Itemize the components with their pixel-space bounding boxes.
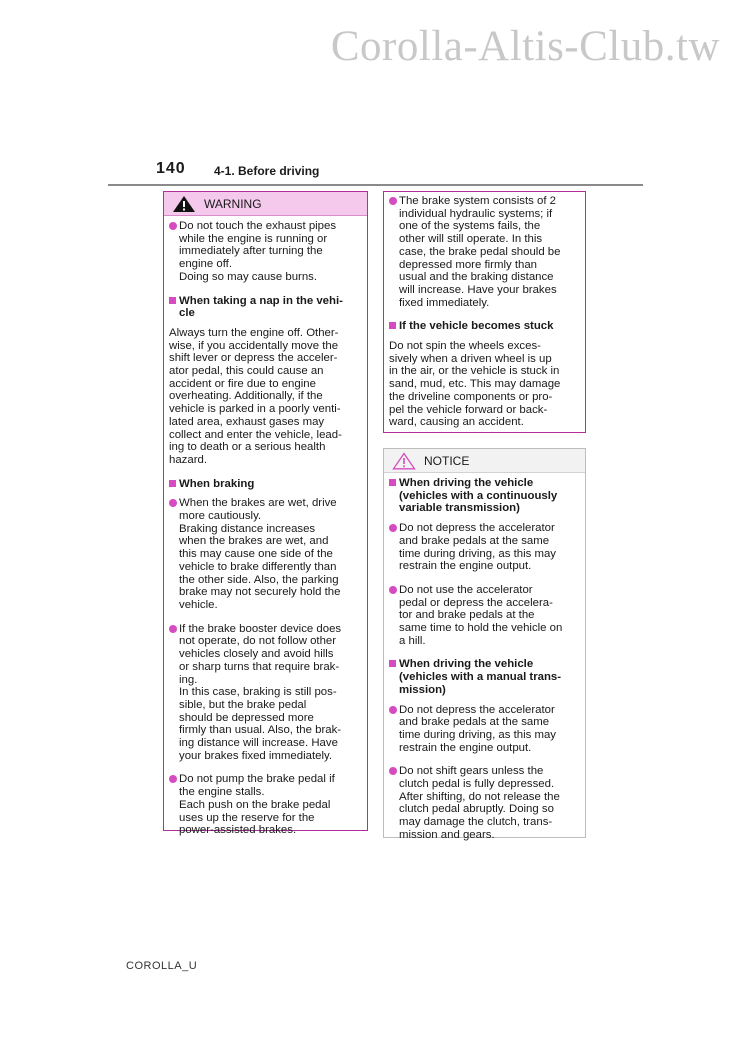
text-line: In this case, braking is still pos- — [179, 686, 337, 699]
text-line: vehicle. — [179, 598, 218, 611]
text-line: brake may not securely hold the — [179, 586, 341, 599]
text-line: lated area, exhaust gases may — [169, 415, 325, 428]
stuck-heading — [389, 320, 579, 333]
text-line: your brakes fixed immediately. — [179, 749, 332, 762]
text-line: Do not spin the wheels exces- — [389, 340, 541, 353]
text-line: more cautiously. — [179, 510, 262, 523]
list-item — [169, 497, 361, 611]
text-line: same time to hold the vehicle on — [399, 622, 563, 635]
section-title: 4-1. Before driving — [214, 164, 320, 178]
text-line: vehicles closely and avoid hills — [179, 648, 334, 661]
warning-continued-box — [383, 191, 586, 433]
text-line: When driving the vehicle — [399, 658, 534, 671]
text-line: Do not shift gears unless the — [399, 765, 544, 778]
list-item — [389, 195, 579, 309]
text-line: not operate, do not follow other — [179, 635, 337, 648]
stuck-text — [389, 340, 579, 429]
text-line: accident or fire due to engine — [169, 377, 316, 390]
text-line: and brake pedals at the same — [399, 716, 550, 729]
notice-label: NOTICE — [424, 453, 470, 468]
text-line: When taking a nap in the vehi- — [179, 294, 343, 307]
watermark: Corolla-Altis-Club.tw — [330, 23, 720, 70]
text-line: sively when a driven wheel is up — [389, 352, 552, 365]
text-line: collect and enter the vehicle, lead- — [169, 428, 342, 441]
text-line: firmly than usual. Also, the brak- — [179, 724, 342, 737]
text-line: sible, but the brake pedal — [179, 698, 307, 711]
text-line: After shifting, do not release the — [399, 790, 560, 803]
list-item — [169, 773, 361, 837]
text-line: pedal or depress the accelera- — [399, 596, 553, 609]
text-line: Do not use the accelerator — [399, 583, 533, 596]
text-line: one of the systems fails, the — [399, 220, 541, 233]
text-line: should be depressed more — [179, 711, 314, 724]
nap-text — [169, 327, 361, 467]
text-line: when the brakes are wet, and — [179, 535, 329, 548]
caution-triangle-icon — [392, 452, 416, 470]
text-line: tor and brake pedals at the — [399, 609, 535, 622]
text-line: mission) — [399, 683, 446, 696]
text-line: The brake system consists of 2 — [399, 195, 556, 207]
text-line: and brake pedals at the same — [399, 534, 550, 547]
warning-box — [163, 191, 368, 837]
text-line: ing to death or a serious health — [169, 441, 326, 454]
text-line: overheating. Additionally, if the — [169, 390, 323, 403]
text-line: other will still operate. In this — [399, 233, 543, 246]
warning-triangle-icon — [172, 195, 196, 213]
text-line: may damage the clutch, trans- — [399, 816, 553, 829]
text-line: cle — [179, 307, 195, 320]
text-line: Do not depress the accelerator — [399, 703, 555, 716]
text-line: time during driving, as this may — [399, 547, 556, 560]
notice-header — [384, 449, 585, 473]
text-line: (vehicles with a manual trans- — [399, 671, 562, 684]
text-line: Braking distance increases — [179, 522, 316, 535]
text-line: clutch pedal is fully depressed. — [399, 778, 555, 791]
text-line: engine off. — [179, 258, 232, 271]
list-item — [389, 522, 579, 573]
text-line: wise, if you accidentally move the — [169, 339, 339, 352]
list-item — [169, 623, 361, 763]
text-line: mission and gears. — [399, 828, 495, 841]
text-line: clutch pedal abruptly. Doing so — [399, 803, 554, 816]
list-item — [389, 765, 579, 841]
footer-label: COROLLA_U — [126, 960, 198, 972]
text-line: shift lever or depress the acceler- — [169, 352, 338, 365]
text-line: Do not depress the accelerator — [399, 522, 555, 535]
text-line: uses up the reserve for the — [179, 811, 315, 824]
text-line: vehicle is parked in a poorly venti- — [169, 403, 341, 416]
text-line: If the vehicle becomes stuck — [399, 320, 554, 333]
text-line: Always turn the engine off. Other- — [169, 326, 339, 339]
text-line: a hill. — [399, 634, 426, 647]
text-line: vehicle to brake differently than — [179, 560, 337, 573]
warning-header — [164, 192, 367, 216]
nap-heading — [169, 295, 361, 320]
text-line: Doing so may cause burns. — [179, 270, 318, 283]
text-line: restrain the engine output. — [399, 560, 532, 573]
page-header — [108, 160, 643, 186]
text-line: When braking — [179, 477, 255, 490]
text-line: Do not pump the brake pedal if — [179, 773, 335, 786]
warning-label: WARNING — [204, 196, 262, 211]
text-line: in the air, or the vehicle is stuck in — [389, 365, 560, 378]
text-line: ing. — [179, 673, 198, 686]
text-line: When the brakes are wet, drive — [179, 497, 337, 510]
list-item — [389, 584, 579, 648]
text-line: will increase. Have your brakes — [399, 283, 557, 296]
text-line: hazard. — [169, 453, 207, 466]
text-line: while the engine is running or — [179, 232, 328, 245]
cvt-heading — [389, 477, 579, 515]
text-line: time during driving, as this may — [399, 728, 556, 741]
text-line: the other side. Also, the parking — [179, 573, 339, 586]
manual-heading — [389, 658, 579, 696]
notice-box — [383, 448, 586, 841]
braking-heading — [169, 478, 361, 491]
text-line: this may cause one side of the — [179, 548, 333, 561]
text-line: (vehicles with a continuously — [399, 489, 558, 502]
text-line: ing distance will increase. Have — [179, 737, 338, 750]
text-line: or sharp turns that require brak- — [179, 660, 340, 673]
text-line: Do not touch the exhaust pipes — [179, 220, 337, 232]
text-line: ator pedal, this could cause an — [169, 365, 324, 378]
page-number: 140 — [156, 160, 186, 177]
text-line: depressed more firmly than — [399, 258, 538, 271]
text-line: fixed immediately. — [399, 296, 490, 309]
text-line: power-assisted brakes. — [179, 824, 297, 837]
text-line: When driving the vehicle — [399, 477, 534, 489]
text-line: variable transmission) — [399, 502, 520, 515]
text-line: the driveline components or pro- — [389, 390, 553, 403]
text-line: case, the brake pedal should be — [399, 245, 561, 258]
text-line: immediately after turning the — [179, 245, 323, 258]
text-line: pel the vehicle forward or back- — [389, 403, 548, 416]
text-line: usual and the braking distance — [399, 271, 554, 284]
list-item — [389, 704, 579, 755]
list-item — [169, 220, 361, 284]
text-line: Each push on the brake pedal — [179, 798, 331, 811]
text-line: restrain the engine output. — [399, 741, 532, 754]
text-line: ward, causing an accident. — [389, 416, 524, 429]
text-line: sand, mud, etc. This may damage — [389, 378, 561, 391]
text-line: the engine stalls. — [179, 786, 265, 799]
text-line: If the brake booster device does — [179, 622, 342, 635]
text-line: individual hydraulic systems; if — [399, 207, 553, 220]
